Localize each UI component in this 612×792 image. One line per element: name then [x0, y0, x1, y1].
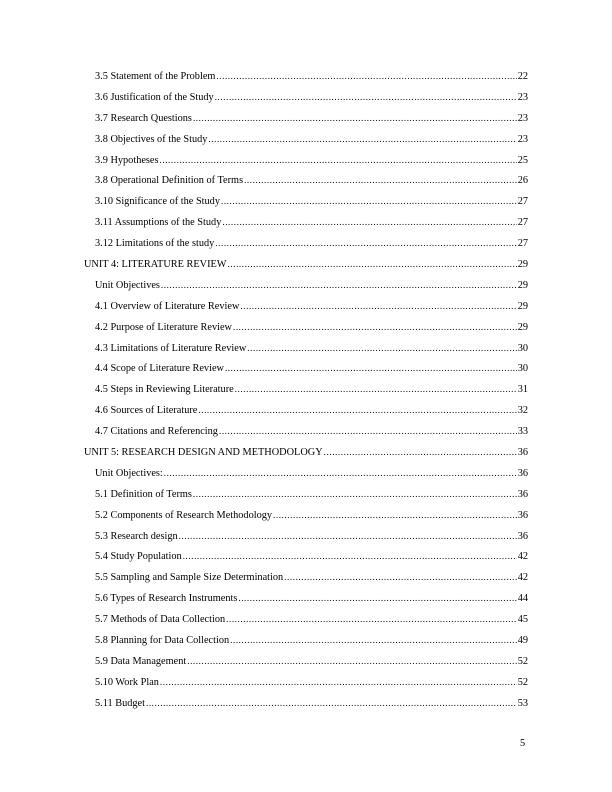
toc-entry-page: 30 [517, 363, 528, 375]
toc-entry-title: 5.10 Work Plan [95, 676, 159, 688]
dot-leader [146, 693, 517, 714]
toc-entry-title: 3.10 Significance of the Study [95, 196, 220, 208]
toc-entry-title: 4.3 Limitations of Literature Review [95, 342, 247, 354]
dot-leader [198, 400, 516, 421]
dot-leader [221, 191, 517, 212]
dot-leader [161, 275, 517, 296]
toc-entry[interactable] [84, 129, 528, 150]
toc-entry-page: 31 [517, 384, 528, 396]
table-of-contents [84, 66, 528, 714]
toc-entry-title: 3.6 Justification of the Study [95, 91, 214, 103]
toc-entry-title: 3.5 Statement of the Problem [95, 71, 216, 82]
toc-entry[interactable] [84, 505, 528, 526]
toc-entry-page: 52 [517, 676, 528, 688]
dot-leader [164, 463, 517, 484]
toc-unit-heading[interactable] [84, 442, 528, 463]
toc-entry-page: 36 [517, 488, 528, 500]
toc-entry-page: 36 [517, 447, 528, 459]
dot-leader [226, 609, 517, 630]
toc-entry-title: 3.11 Assumptions of the Study [95, 217, 222, 229]
dot-leader [193, 484, 517, 505]
toc-entry-page: 49 [517, 635, 528, 647]
toc-entry-page: 30 [517, 342, 528, 354]
toc-entry-title: 5.8 Planning for Data Collection [95, 635, 230, 647]
toc-entry[interactable] [84, 275, 528, 296]
toc-entry[interactable] [84, 484, 528, 505]
dot-leader [238, 588, 516, 609]
toc-entry[interactable] [84, 150, 528, 171]
toc-entry-page: 53 [517, 697, 528, 709]
toc-entry-page: 29 [517, 300, 528, 312]
toc-entry[interactable] [84, 108, 528, 129]
toc-entry-page: 27 [517, 217, 528, 229]
toc-entry[interactable] [84, 358, 528, 379]
dot-leader [215, 233, 516, 254]
toc-entry[interactable] [84, 609, 528, 630]
toc-entry[interactable] [84, 672, 528, 693]
toc-entry-title: Unit Objectives: [95, 467, 163, 479]
toc-entry-title: 3.8 Objectives of the Study [95, 133, 208, 145]
toc-entry-title: 4.4 Scope of Literature Review [95, 363, 224, 375]
toc-entry-page: 36 [517, 467, 528, 479]
toc-entry-title: 4.1 Overview of Literature Review [95, 300, 240, 312]
toc-entry-page: 26 [517, 175, 528, 187]
dot-leader [273, 505, 517, 526]
toc-entry-page: 29 [517, 321, 528, 333]
dot-leader [179, 526, 517, 547]
toc-entry-title: 3.12 Limitations of the study [95, 238, 215, 250]
toc-entry-title: 5.6 Types of Research Instruments [95, 593, 238, 605]
toc-entry[interactable] [84, 317, 528, 338]
dot-leader [240, 296, 516, 317]
dot-leader [247, 338, 516, 359]
toc-entry-page: 25 [517, 154, 528, 166]
dot-leader [183, 546, 517, 567]
toc-entry-page: 42 [517, 551, 528, 563]
dot-leader [225, 358, 517, 379]
toc-entry[interactable] [84, 212, 528, 233]
toc-entry[interactable] [84, 463, 528, 484]
dot-leader [284, 567, 517, 588]
toc-entry-title: 4.5 Steps in Reviewing Literature [95, 384, 234, 396]
toc-entry-page: 27 [517, 238, 528, 250]
dot-leader [222, 212, 516, 233]
toc-entry[interactable] [84, 588, 528, 609]
toc-entry-title: 5.4 Study Population [95, 551, 182, 563]
toc-entry-page: 29 [517, 259, 528, 271]
toc-entry[interactable] [84, 296, 528, 317]
toc-entry-title: 5.7 Methods of Data Collection [95, 614, 226, 626]
toc-unit-heading[interactable] [84, 254, 528, 275]
toc-entry-page: 27 [517, 196, 528, 208]
toc-entry-page: 23 [517, 133, 528, 145]
toc-entry-title: 5.9 Data Management [95, 655, 187, 667]
toc-entry-title: 4.2 Purpose of Literature Review [95, 321, 232, 333]
toc-entry-page: 22 [517, 71, 528, 82]
toc-entry-page: 42 [517, 572, 528, 584]
dot-leader [160, 150, 517, 171]
toc-entry-page: 52 [517, 655, 528, 667]
toc-entry-title: 5.5 Sampling and Sample Size Determination [95, 572, 284, 584]
toc-entry-title: 3.7 Research Questions [95, 112, 192, 124]
dot-leader [324, 442, 517, 463]
dot-leader [187, 651, 516, 672]
toc-entry-page: 33 [517, 426, 528, 438]
toc-entry[interactable] [84, 66, 528, 87]
toc-entry[interactable] [84, 379, 528, 400]
toc-entry-title: UNIT 5: RESEARCH DESIGN AND METHODOLOGY [84, 447, 323, 459]
dot-leader [244, 170, 517, 191]
toc-entry[interactable] [84, 191, 528, 212]
toc-entry-page: 36 [517, 530, 528, 542]
dot-leader [193, 108, 517, 129]
toc-entry[interactable] [84, 170, 528, 191]
toc-entry-title: Unit Objectives [95, 279, 160, 291]
toc-entry[interactable] [84, 233, 528, 254]
toc-entry-title: 4.6 Sources of Literature [95, 405, 198, 417]
toc-entry-page: 23 [517, 91, 528, 103]
toc-entry[interactable] [84, 87, 528, 108]
toc-entry[interactable] [84, 651, 528, 672]
page-number: 5 [520, 738, 526, 749]
dot-leader [216, 66, 516, 87]
dot-leader [235, 379, 517, 400]
toc-entry-title: 5.11 Budget [95, 697, 145, 709]
dot-leader [230, 630, 517, 651]
toc-entry-title: 5.1 Definition of Terms [95, 488, 192, 500]
toc-entry-page: 44 [517, 593, 528, 605]
toc-entry-page: 36 [517, 509, 528, 521]
toc-entry-title: UNIT 4: LITERATURE REVIEW [84, 259, 227, 271]
toc-entry[interactable] [84, 693, 528, 714]
toc-entry[interactable] [84, 421, 528, 442]
toc-entry-title: 4.7 Citations and Referencing [95, 426, 218, 438]
toc-entry[interactable] [84, 630, 528, 651]
dot-leader [208, 129, 516, 150]
toc-entry[interactable] [84, 546, 528, 567]
toc-entry[interactable] [84, 526, 528, 547]
dot-leader [219, 421, 517, 442]
toc-entry-title: 3.8 Operational Definition of Terms [95, 175, 244, 187]
toc-entry-title: 5.3 Research design [95, 530, 178, 542]
toc-entry[interactable] [84, 567, 528, 588]
toc-entry-title: 5.2 Components of Research Methodology [95, 509, 273, 521]
toc-entry[interactable] [84, 400, 528, 421]
dot-leader [233, 317, 517, 338]
toc-entry-page: 45 [517, 614, 528, 626]
dot-leader [215, 87, 517, 108]
toc-entry[interactable] [84, 338, 528, 359]
toc-entry-page: 29 [517, 279, 528, 291]
dot-leader [160, 672, 517, 693]
toc-entry-page: 23 [517, 112, 528, 124]
toc-entry-page: 32 [517, 405, 528, 417]
dot-leader [228, 254, 517, 275]
toc-entry-title: 3.9 Hypotheses [95, 154, 159, 166]
